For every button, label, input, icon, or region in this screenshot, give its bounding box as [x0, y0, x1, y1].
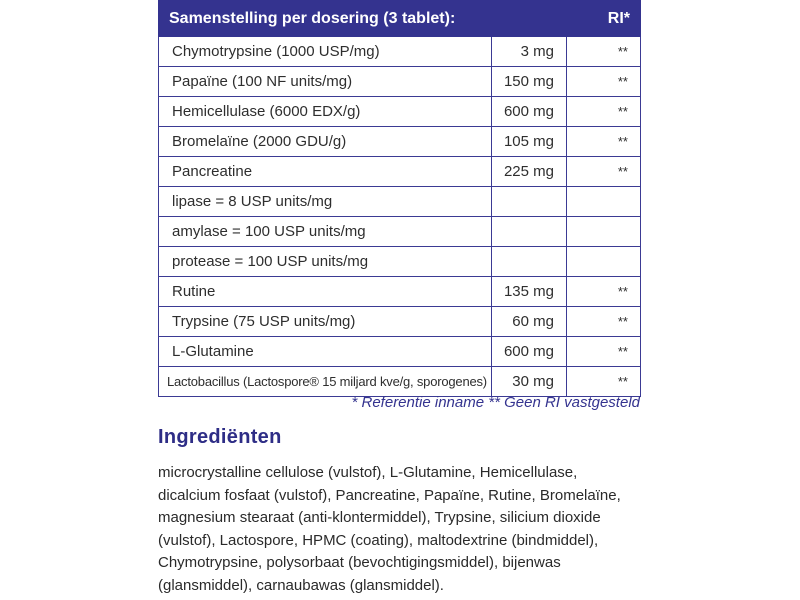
ingredient-amount	[492, 247, 567, 277]
table-header-row	[159, 1, 641, 37]
ingredient-name: Bromelaïne (2000 GDU/g)	[159, 127, 492, 157]
ingredient-name: L-Glutamine	[159, 337, 492, 367]
table-header-ri: RI*	[567, 1, 641, 37]
footnote: * Referentie inname ** Geen RI vastgesteld	[351, 394, 640, 411]
table-row	[159, 97, 641, 127]
ingredient-amount: 600 mg	[492, 337, 567, 367]
ingredient-name: amylase = 100 USP units/mg	[159, 217, 492, 247]
table-row	[159, 247, 641, 277]
ingredient-name: Rutine	[159, 277, 492, 307]
ingredient-ri	[567, 217, 641, 247]
ingredient-ri: **	[567, 337, 641, 367]
ingredient-name: lipase = 8 USP units/mg	[159, 187, 492, 217]
table-row	[159, 307, 641, 337]
table-row	[159, 277, 641, 307]
composition-table	[158, 0, 641, 397]
ingredient-ri: **	[567, 277, 641, 307]
ingredient-ri: **	[567, 307, 641, 337]
ingredient-ri	[567, 187, 641, 217]
ingredient-amount: 600 mg	[492, 97, 567, 127]
ingredients-list: microcrystalline cellulose (vulstof), L-Glutamine, Hemicellulase, dicalcium fosfaat (vulstof), Pancreatine, Papaïne, Rutine, Bromelaïne, magnesium stearaat (anti-klontermiddel), Trypsine, silicium dioxide (vulstof), Lactospore, HPMC (coating), maltodextrine (bindmiddel), Chymotrypsine, polysorbaat (bevochtigingsmiddel), bijenwas (glansmiddel), carnaubawas (glansmiddel).	[158, 464, 621, 594]
ingredient-amount: 105 mg	[492, 127, 567, 157]
ingredient-ri: **	[567, 37, 641, 67]
table-row	[159, 127, 641, 157]
ingredient-amount: 3 mg	[492, 37, 567, 67]
table-row	[159, 217, 641, 247]
ingredient-name: Trypsine (75 USP units/mg)	[159, 307, 492, 337]
ingredient-amount: 150 mg	[492, 67, 567, 97]
ingredient-name: Papaïne (100 NF units/mg)	[159, 67, 492, 97]
ingredient-name: Chymotrypsine (1000 USP/mg)	[159, 37, 492, 67]
ingredient-amount	[492, 187, 567, 217]
ingredient-amount	[492, 217, 567, 247]
ingredient-ri: **	[567, 97, 641, 127]
table-row	[159, 367, 641, 397]
ingredient-ri: **	[567, 67, 641, 97]
ingredient-amount: 30 mg	[492, 367, 567, 397]
table-row	[159, 187, 641, 217]
table-row	[159, 37, 641, 67]
ingredient-name: Lactobacillus (Lactospore® 15 miljard kve/g, sporogenes)	[159, 367, 492, 397]
ingredient-ri: **	[567, 367, 641, 397]
ingredient-name: Hemicellulase (6000 EDX/g)	[159, 97, 492, 127]
ingredient-ri: **	[567, 127, 641, 157]
table-row	[159, 337, 641, 367]
ingredients-heading: Ingrediënten	[158, 426, 282, 448]
ingredient-ri	[567, 247, 641, 277]
ingredient-amount: 135 mg	[492, 277, 567, 307]
ingredient-name: Pancreatine	[159, 157, 492, 187]
ingredient-amount: 225 mg	[492, 157, 567, 187]
table-row	[159, 157, 641, 187]
ingredient-name: protease = 100 USP units/mg	[159, 247, 492, 277]
ingredient-amount: 60 mg	[492, 307, 567, 337]
table-header-title: Samenstelling per dosering (3 tablet):	[159, 1, 567, 37]
table-row	[159, 67, 641, 97]
ingredient-ri: **	[567, 157, 641, 187]
